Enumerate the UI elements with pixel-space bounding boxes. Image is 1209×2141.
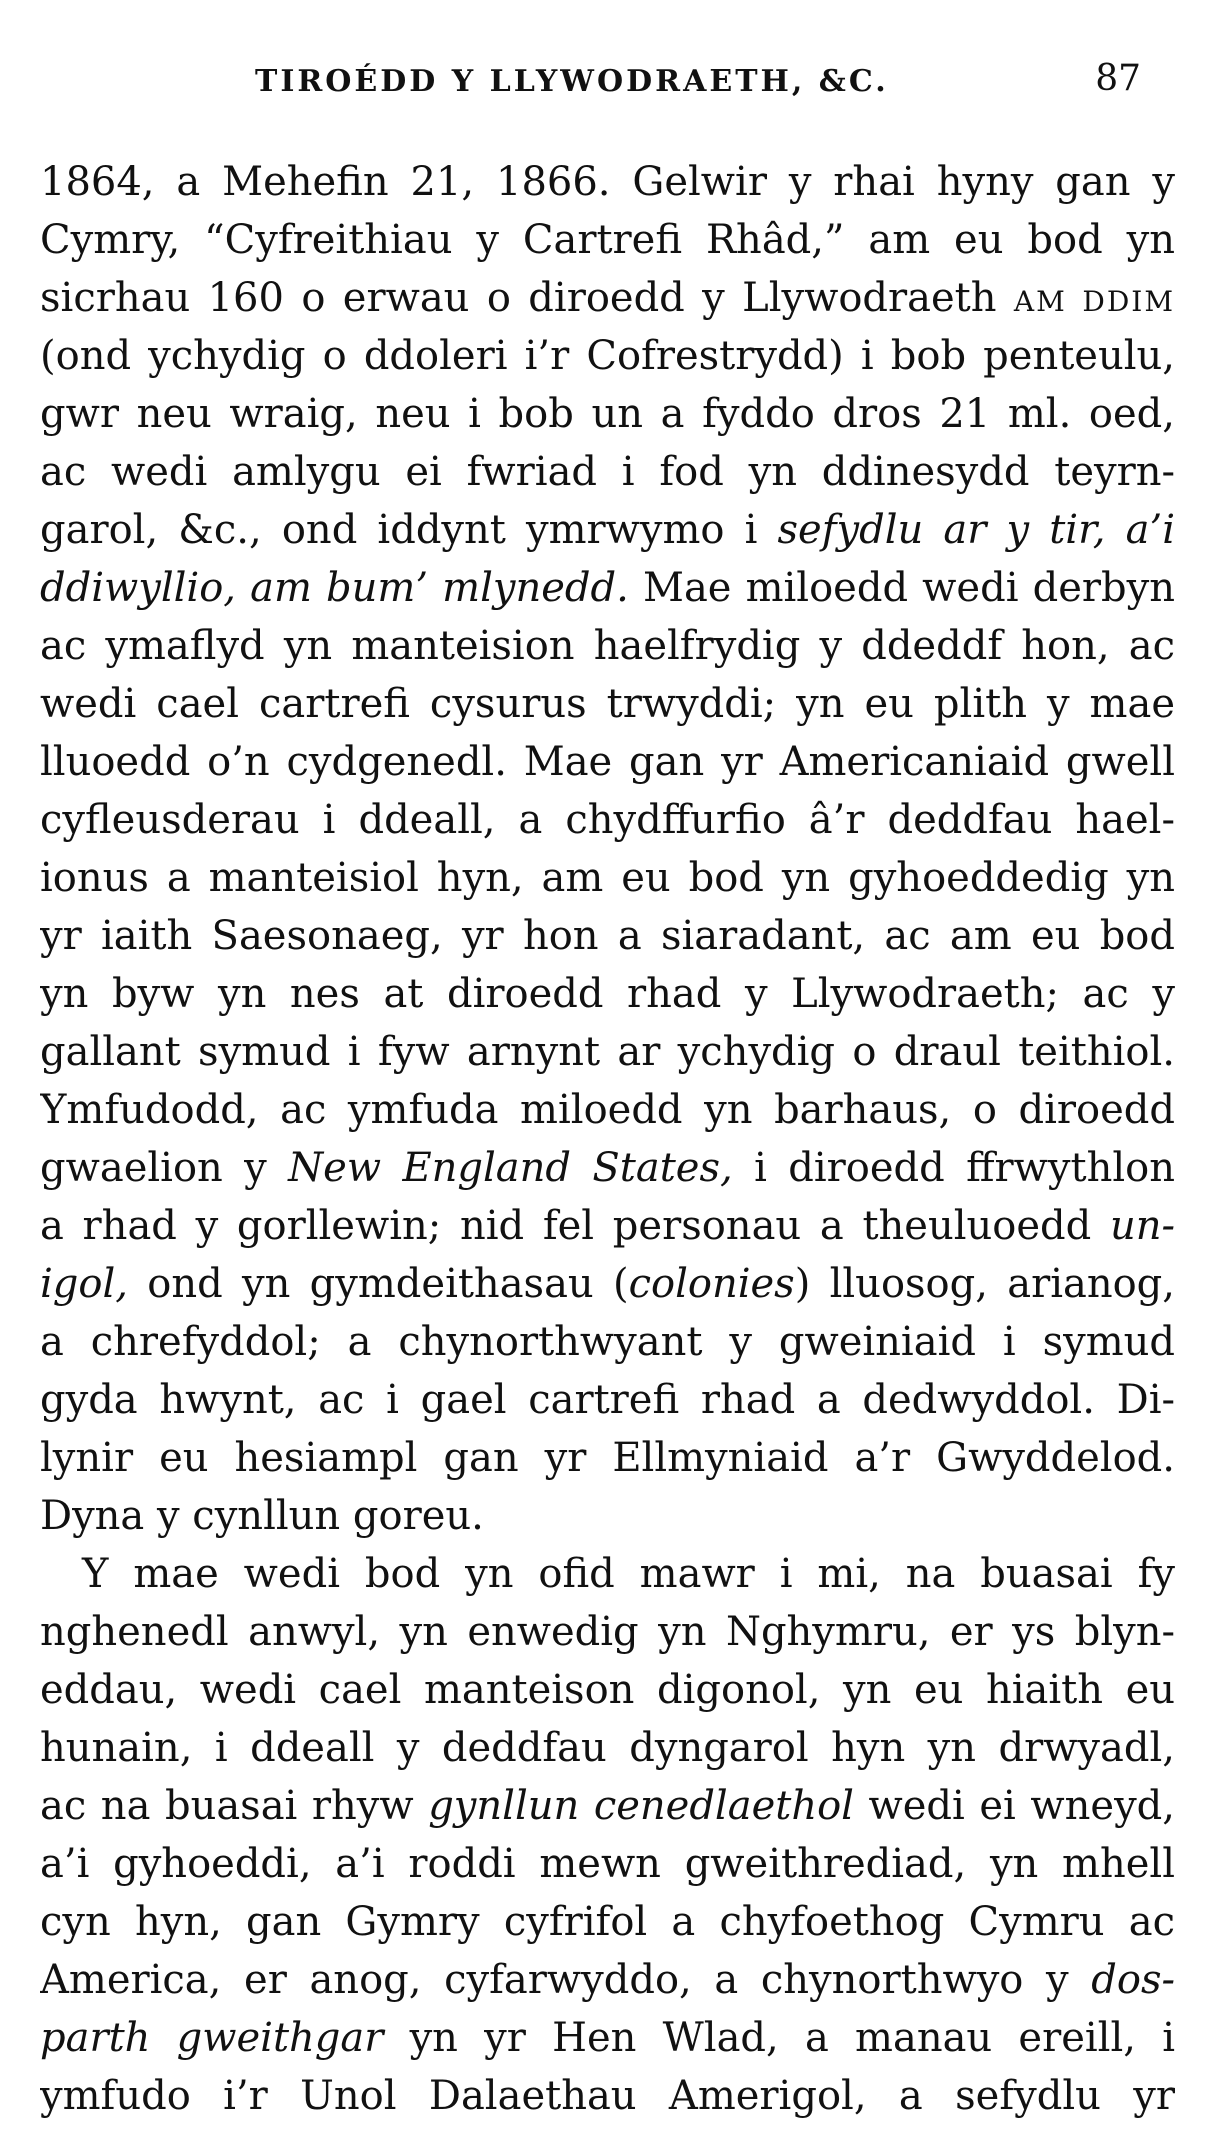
text-run: yr iaith Saesonaeg, yr hon a siaradant, ac am eu bod: [40, 913, 1175, 959]
text-run: lluoedd o’n cydgenedl. Mae gan yr Americaniaid gwell: [40, 739, 1175, 785]
text-run: ionus a manteisiol hyn, am eu bod yn gyhoeddedig yn: [40, 855, 1175, 901]
text-run: Cymry, “Cyfreithiau y Cartrefi Rhâd,” am eu bod yn: [40, 217, 1175, 263]
text-line: [40, 1661, 1175, 1719]
text-line: [40, 1081, 1175, 1139]
text-line: [40, 617, 1175, 675]
text-run: Mae miloedd wedi derbyn: [628, 565, 1175, 611]
text-line: [40, 385, 1175, 443]
text-line: [40, 153, 1175, 211]
text-line: [40, 443, 1175, 501]
text-run: gyda hwynt, ac i gael cartrefi rhad a dedwyddol. Di-: [40, 1377, 1175, 1423]
text-run: parth gweithgar: [40, 2015, 384, 2061]
text-run: eddau, wedi cael manteison digonol, yn eu hiaith eu: [40, 1667, 1175, 1713]
text-run: ac ymaflyd yn manteision haelfrydig y ddeddf hon, ac: [40, 623, 1175, 669]
text-line: [40, 791, 1175, 849]
text-line: [40, 1487, 1175, 1545]
text-run: ac na buasai rhyw: [40, 1783, 429, 1829]
text-line: [40, 1719, 1175, 1777]
text-line: [40, 559, 1175, 617]
text-run: Ymfudodd, ac ymfuda miloedd yn barhaus, o diroedd: [40, 1087, 1175, 1133]
text-run: America, er anog, cyfarwyddo, a chynorthwyo y: [40, 1957, 1092, 2003]
text-line: [40, 675, 1175, 733]
text-run: dos-: [1091, 1957, 1175, 2003]
text-run: igol,: [40, 1261, 128, 1307]
text-line: [40, 1371, 1175, 1429]
text-line: [40, 849, 1175, 907]
text-run: a rhad y gorllewin; nid fel personau a theuluoedd: [40, 1203, 1110, 1249]
text-run: un-: [1109, 1203, 1175, 1249]
text-run: sicrhau 160 o erwau o diroedd y Llywodraeth: [40, 275, 1014, 321]
page-header: [60, 56, 1169, 106]
page-number: 87: [1095, 58, 1141, 99]
text-run: sefydlu ar y tir, a’i: [777, 507, 1175, 553]
text-line: [40, 1545, 1175, 1603]
text-run: ddiwyllio, am bum’ mlynedd.: [40, 565, 629, 611]
text-line: [40, 965, 1175, 1023]
text-run: wedi cael cartrefi cysurus trwyddi; yn eu plith y mae: [40, 681, 1175, 727]
text-run: 1864, a Mehefin 21, 1866. Gelwir y rhai hyny gan y: [40, 159, 1175, 205]
text-run: yn yr Hen Wlad, a manau ereill, i: [383, 2015, 1175, 2061]
text-run: gwr neu wraig, neu i bob un a fyddo dros 21 ml. oed,: [40, 391, 1175, 437]
text-line: [40, 269, 1175, 327]
text-run: ) lluosog, arianog,: [794, 1261, 1175, 1307]
text-line: [40, 907, 1175, 965]
text-run: a chrefyddol; a chynorthwyant y gweiniaid i symud: [40, 1319, 1175, 1365]
text-run: wedi ei wneyd,: [853, 1783, 1175, 1829]
text-line: [40, 1777, 1175, 1835]
text-line: [40, 1429, 1175, 1487]
text-run: ac wedi amlygu ei fwriad i fod yn ddinesydd teyrn-: [40, 449, 1175, 495]
text-line: [40, 1313, 1175, 1371]
text-run: hunain, i ddeall y deddfau dyngarol hyn yn drwyadl,: [40, 1725, 1175, 1771]
text-run: i diroedd ffrwythlon: [732, 1145, 1175, 1191]
text-line: [40, 1951, 1175, 2009]
text-run: cyfleusderau i ddeall, a chydffurfio â’r deddfau hael-: [40, 797, 1175, 843]
text-run: garol, &c., ond iddynt ymrwymo i: [40, 507, 778, 553]
text-run: yn byw yn nes at diroedd rhad y Llywodraeth; ac y: [40, 971, 1175, 1017]
text-run: ymfudo i’r Unol Dalaethau Amerigol, a sefydlu yr: [40, 2073, 1175, 2119]
text-run: (ond ychydig o ddoleri i’r Cofrestrydd) i bob penteulu,: [40, 333, 1175, 379]
body-text: [40, 153, 1175, 2125]
text-line: [40, 1139, 1175, 1197]
text-line: [40, 1603, 1175, 1661]
text-run: nghenedl anwyl, yn enwedig yn Nghymru, er ys blyn-: [40, 1609, 1175, 1655]
text-line: [40, 1197, 1175, 1255]
text-run: gynllun cenedlaethol: [428, 1783, 854, 1829]
text-line: [40, 501, 1175, 559]
text-line: [40, 2009, 1175, 2067]
text-run: gallant symud i fyw arnynt ar ychydig o draul teithiol.: [40, 1029, 1175, 1075]
text-line: [40, 2067, 1175, 2125]
text-line: [40, 327, 1175, 385]
text-run: New England States,: [288, 1145, 733, 1191]
text-run: colonies: [628, 1261, 795, 1307]
text-run: lynir eu hesiampl gan yr Ellmyniaid a’r Gwyddelod.: [40, 1435, 1175, 1481]
text-run: Dyna y cynllun goreu.: [40, 1493, 484, 1539]
text-run: a’i gyhoeddi, a’i roddi mewn gweithrediad, yn mhell: [40, 1841, 1175, 1887]
text-line: [40, 211, 1175, 269]
running-title: TIROÉDD Y LLYWODRAETH, &C.: [255, 64, 889, 99]
text-run: AM DDIM: [1013, 285, 1175, 318]
text-run: gwaelion y: [40, 1145, 289, 1191]
text-line: [40, 1893, 1175, 1951]
text-run: Y mae wedi bod yn ofid mawr i mi, na buasai fy: [82, 1551, 1175, 1597]
text-line: [40, 1255, 1175, 1313]
text-run: cyn hyn, gan Gymry cyfrifol a chyfoethog Cymru ac: [40, 1899, 1175, 1945]
text-line: [40, 1835, 1175, 1893]
text-line: [40, 733, 1175, 791]
text-line: [40, 1023, 1175, 1081]
text-run: ond yn gymdeithasau (: [128, 1261, 629, 1307]
